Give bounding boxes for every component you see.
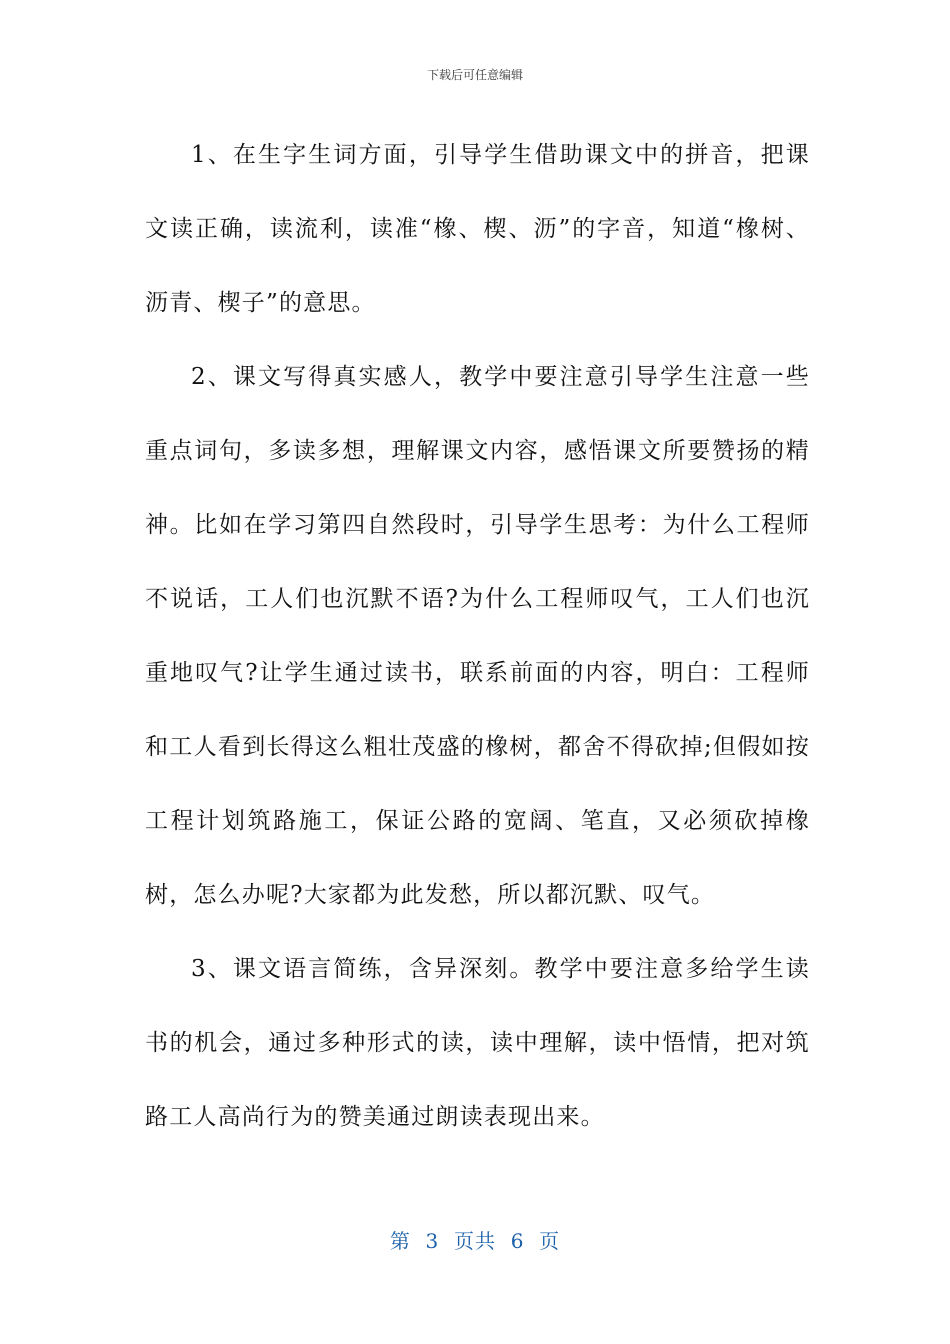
header-note: 下载后可任意编辑: [426, 68, 523, 82]
document-body: [145, 118, 810, 1154]
paragraph-1: 1、在生字生词方面，引导学生借助课文中的拼音，把课文读正确，读流利，读准“橡、楔、沥”的字音，知道“橡树、沥青、楔子”的意思。: [145, 142, 810, 316]
paragraph-3: 3、课文语言简练，含异深刻。教学中要注意多给学生读书的机会，通过多种形式的读，读中理解，读中悟情，把对筑路工人高尚行为的赞美通过朗读表现出来。: [145, 956, 810, 1130]
page-number: 第 3 页共 6 页: [389, 1229, 561, 1253]
paragraph-2: 2、课文写得真实感人，教学中要注意引导学生注意一些重点词句，多读多想，理解课文内容，感悟课文所要赞扬的精神。比如在学习第四自然段时，引导学生思考：为什么工程师不说话，工人们也沉默不语?为什么工程师叹气，工人们也沉重地叹气?让学生通过读书，联系前面的内容，明白：工程师和工人看到长得这么粗壮茂盛的橡树，都舍不得砍掉;但假如按工程计划筑路施工，保证公路的宽阔、笔直，又必须砍掉橡树，怎么办呢?大家都为此发愁，所以都沉默、叹气。: [145, 364, 810, 908]
